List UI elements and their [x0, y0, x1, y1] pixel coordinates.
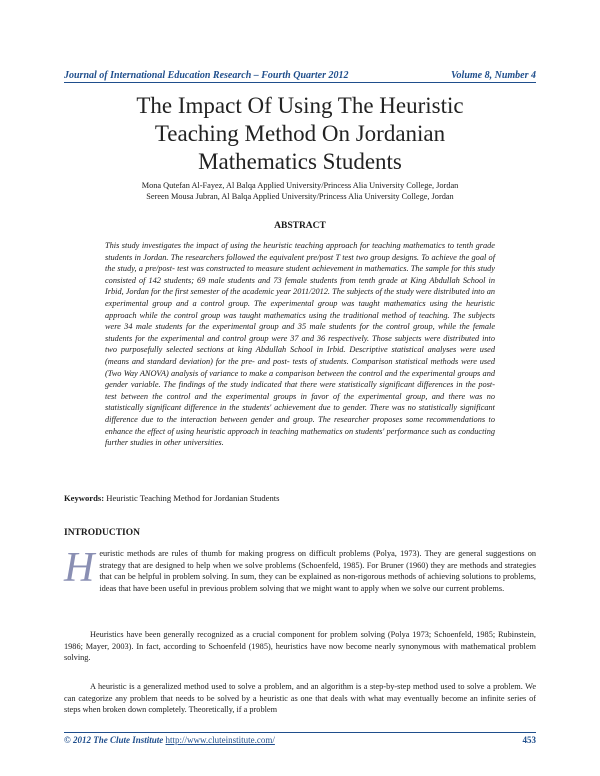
author-1: Mona Qutefan Al-Fayez, Al Balqa Applied University/Princess Alia University College, Jordan [141, 181, 459, 190]
title-line-1: The Impact Of Using The Heuristic [136, 93, 464, 118]
intro-paragraph-2 [64, 629, 536, 664]
copyright: © 2012 The Clute Institute [64, 735, 164, 745]
footer-left [64, 735, 275, 745]
abstract-heading: ABSTRACT [274, 221, 326, 231]
intro-paragraph-3 [64, 681, 536, 716]
intro-paragraph-2-text: Heuristics have been generally recognized as a crucial component for problem solving (Polya 1973; Schoenfeld, 1985; Rubinstein, 1986; Mayer, 2003). In fact, according to Schoenfeld (1985), heuristics have now become nearly synonymous with mathematical problem solving. [64, 630, 536, 663]
publisher-link[interactable]: http://www.cluteinstitute.com/ [165, 735, 275, 745]
intro-paragraph-1 [64, 545, 536, 595]
introduction-heading: INTRODUCTION [64, 528, 141, 538]
journal-name: Journal of International Education Research – Fourth Quarter 2012 [64, 70, 349, 81]
author-list [64, 180, 536, 202]
keywords-label: Keywords: [64, 493, 105, 503]
page-number: 453 [522, 735, 536, 745]
keywords [64, 493, 536, 503]
author-2: Sereen Mousa Jubran, Al Balqa Applied University/Princess Alia University College, Jordan [146, 192, 454, 201]
page-footer [64, 732, 536, 745]
volume-number: Volume 8, Number 4 [450, 70, 536, 81]
title-line-2: Teaching Method On Jordanian [154, 121, 446, 146]
running-header [64, 70, 536, 83]
keywords-text: Heuristic Teaching Method for Jordanian Students [106, 493, 280, 503]
intro-paragraph-3-text: A heuristic is a generalized method used to solve a problem, and an algorithm is a step-by-step method used to solve a problem. We can categorize any problem that needs to be solved by a heuristic as one that deals with what may eventually become an infinite series of steps when broken down completely. Theoretically, if a problem [64, 682, 536, 715]
drop-cap: H [64, 545, 95, 591]
abstract-text: This study investigates the impact of using the heuristic teaching approach for teaching mathematics to tenth grade students in Jordan. The researchers followed the equivalent pre/post T test two group designs. To achieve the goal of the study, a pre/post- test was constructed to measure student achievement in mathematics. The sample for this study consisted of 142 students; 69 male students and 73 female students from tenth grade at King Abdullah School in Irbid, Jordan for the first semester of the academic year 2011/2012. The subjects of the study were distributed into an experimental group and a control group. The experimental group was taught mathematics using the heuristic approach while the control group was taught mathematics using the traditional method of teaching. The subjects were 34 male students for the experimental group and 35 male students for the control group, while the female students for the experimental and control group were 37 and 36 respectively. Those subjects were distributed into two purposefully selected sections at king Abdullah School in Irbid. Descriptive statistical analyses were used (means and standard deviation) for the pre- and post- tests of students. Comparison statistical methods were used (Two Way ANOVA) analysis of variance to make a comparison between the control and the experimental groups and gender variable. The findings of the study indicated that there were statistically significant differences in the post- test between the control and the experimental groups in favor of the experimental group, and there was no statistically significant difference in the students' achievement due to gender. There was no statistically significant difference due to the interaction between gender and group. The researcher proposes some recommendations to enhance the effect of using heuristic approach in teaching mathematics on students' performance such as conducting further studies in other universities. [105, 241, 495, 448]
title-line-3: Mathematics Students [198, 149, 402, 174]
paper-title [64, 92, 536, 176]
intro-paragraph-1-text: euristic methods are rules of thumb for making progress on difficult problems (Polya, 1973). They are general suggestions on strategy that are designed to help when we solve problems (Schoenfeld, 1985). For Bruner (1960) they are methods and strategies that can be helpful in problem solving. In sum, they can be explained as non-rigorous methods of achieving solutions to problems, ideas that have been useful in previous problem solving that we might want to apply when we solve our current problems. [99, 549, 536, 594]
